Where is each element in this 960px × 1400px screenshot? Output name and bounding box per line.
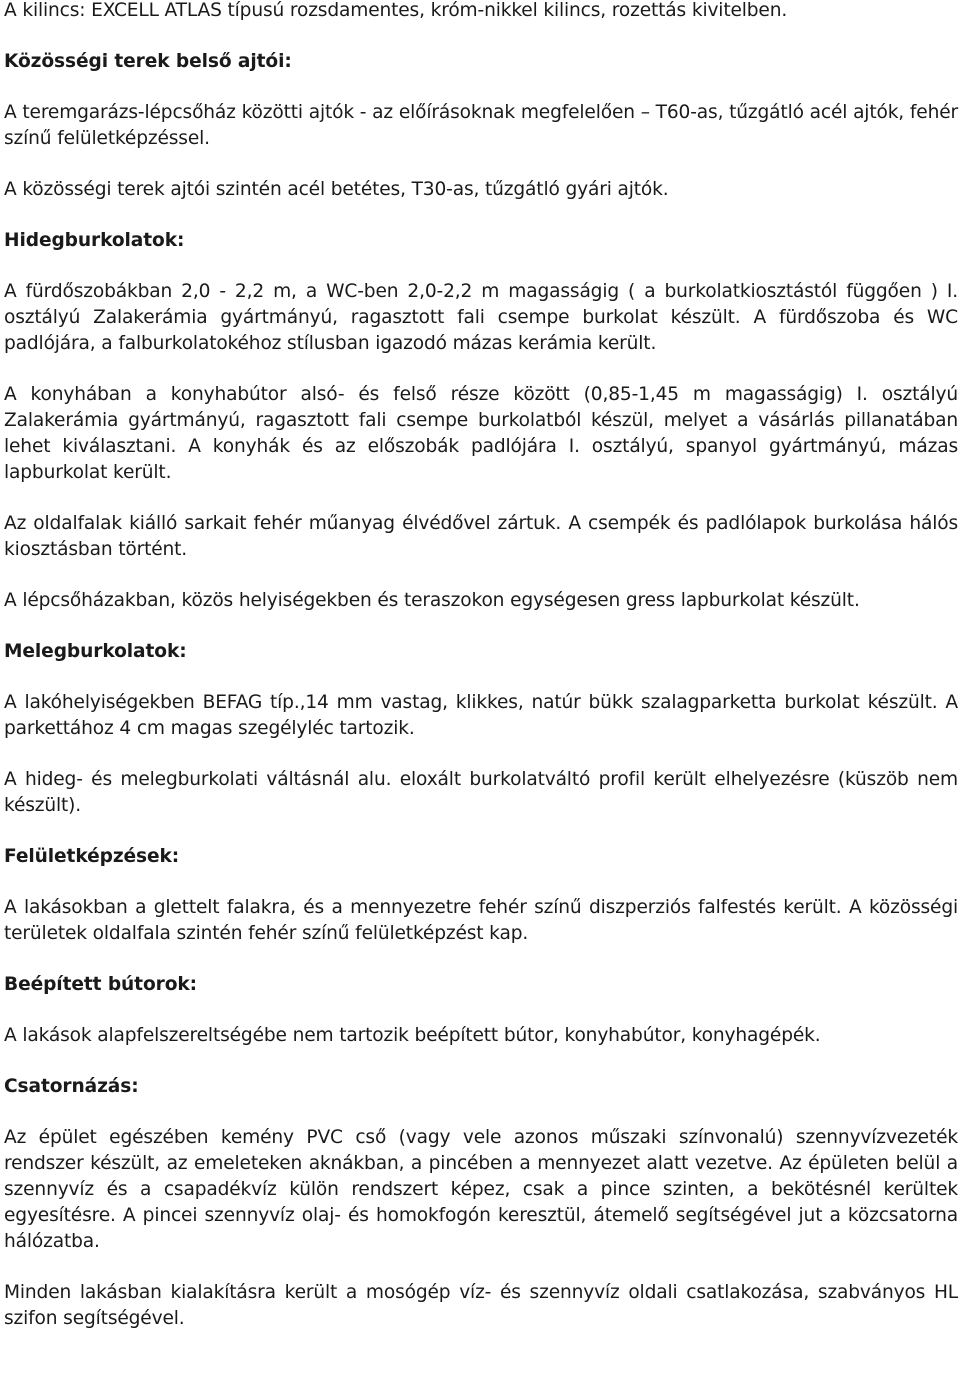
heading-warm-flooring: Melegburkolatok: [4, 641, 187, 662]
heading-built-in-furniture: Beépített bútorok: [4, 974, 197, 995]
paragraph-furniture: A lakások alapfelszereltségébe nem tartozik beépített bútor, konyhabútor, konyhagépék. [4, 1025, 821, 1046]
heading-cold-tiling: Hidegburkolatok: [4, 230, 185, 251]
paragraph-kitchen-tiling: A konyhában a konyhabútor alsó- és felső része között (0,85-1,45 m magasságig) I. osztályú Zalakerámia gyártmányú, ragasztott fali csempe burkolatból készül, melyet a vásárlás pillanatában lehet kiválasztani. A konyhák és az előszobák padlójára I. osztályú, spanyol gyártmányú, mázas lapburkolat került. [4, 384, 958, 483]
paragraph-bathroom-tiling: A fürdőszobákban 2,0 - 2,2 m, a WC-ben 2,0-2,2 m magasságig ( a burkolatkiosztástól függően ) I. osztályú Zalakerámia gyártmányú, ragasztott fali csempe burkolat készült. A fürdőszoba és WC padlójára, a falburkolatokéhoz stílusban igazodó mázas kerámia került. [4, 281, 958, 354]
paragraph-sewerage-system: Az épület egészében kemény PVC cső (vagy vele azonos műszaki színvonalú) szennyvízvezeték rendszer készült, az emeleteken aknákban, a pincében a mennyezet alatt vezetve. Az épületen belül a szennyvíz és a csapadékvíz külön rendszert képez, csak a pince szinten, a bekötésnél kerültek egyesítésre. A pincei szennyvíz olaj- és homokfogón keresztül, átemelő segítségével jut a közcsatorna hálózatba. [4, 1127, 958, 1252]
heading-surface-finishes: Felületképzések: [4, 846, 180, 867]
document-page [4, 0, 958, 1332]
paragraph-common-doors: A közösségi terek ajtói szintén acél betétes, T30-as, tűzgátló gyári ajtók. [4, 179, 669, 200]
paragraph-door-handle: A kilincs: EXCELL ATLAS típusú rozsdamentes, króm-nikkel kilincs, rozettás kivitelben. [4, 0, 788, 21]
paragraph-edge-protection: Az oldalfalak kiálló sarkait fehér műanyag élvédővel zártuk. A csempék és padlólapok burkolása hálós kiosztásban történt. [4, 513, 958, 560]
paragraph-washing-machine: Minden lakásban kialakításra került a mosógép víz- és szennyvíz oldali csatlakozása, szabványos HL szifon segítségével. [4, 1282, 958, 1329]
paragraph-wall-painting: A lakásokban a glettelt falakra, és a mennyezetre fehér színű diszperziós falfestés került. A közösségi területek oldalfala szintén fehér színű felületképzést kap. [4, 897, 958, 944]
paragraph-staircase-tiling: A lépcsőházakban, közös helyiségekben és teraszokon egységesen gress lapburkolat készült. [4, 590, 860, 611]
paragraph-transition-profile: A hideg- és melegburkolati váltásnál alu. eloxált burkolatváltó profil került elhelyezésre (küszöb nem készült). [4, 769, 958, 816]
paragraph-parquet: A lakóhelyiségekben BEFAG típ.,14 mm vastag, klikkes, natúr bükk szalagparketta burkolat készült. A parkettához 4 cm magas szegélyléc tartozik. [4, 692, 958, 739]
heading-common-area-doors: Közösségi terek belső ajtói: [4, 51, 292, 72]
paragraph-garage-doors: A teremgarázs-lépcsőház közötti ajtók - az előírásoknak megfelelően – T60-as, tűzgátló acél ajtók, fehér színű felületképzéssel. [4, 102, 958, 149]
heading-sewerage: Csatornázás: [4, 1076, 139, 1097]
